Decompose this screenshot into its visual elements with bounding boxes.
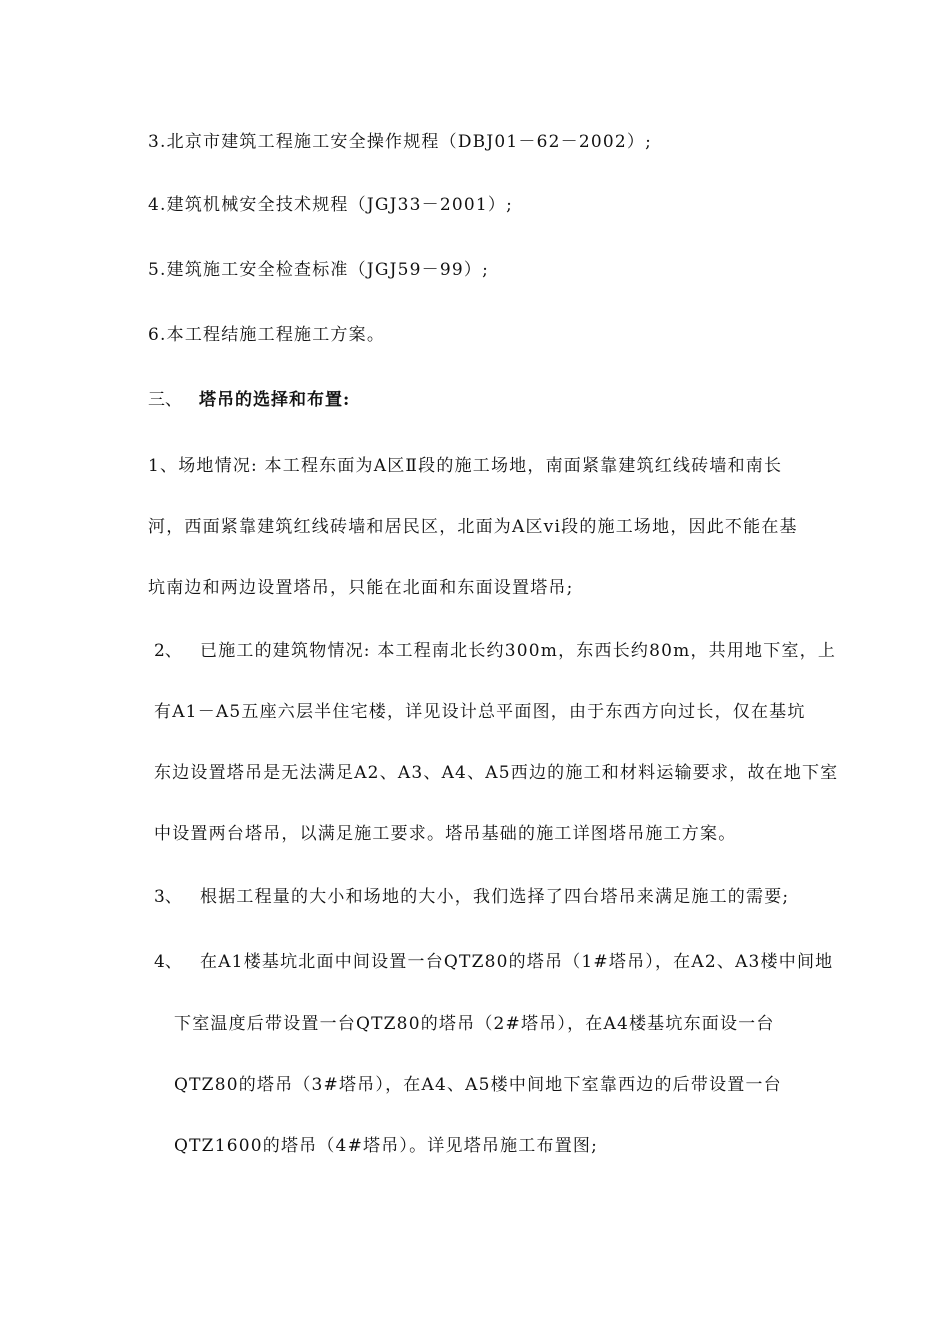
- item2-line3: 东边设置塔吊是无法满足A2、A3、A4、A5西边的施工和材料运输要求，故在地下室: [154, 763, 839, 783]
- item2-line1: 已施工的建筑物情况: 本工程南北长约300m，东西长约80m，共用地下室，上: [200, 641, 837, 661]
- item4-line4: QTZ1600的塔吊（4#塔吊）。详见塔吊施工布置图;: [174, 1136, 599, 1156]
- item3-line1: 根据工程量的大小和场地的大小，我们选择了四台塔吊来满足施工的需要;: [200, 887, 790, 907]
- section-title: 塔吊的选择和布置:: [199, 390, 351, 410]
- item3-number: 3、: [154, 887, 182, 907]
- reference-item-5: 5.建筑施工安全检查标准（JGJ59－99）;: [148, 260, 490, 280]
- item4-line3: QTZ80的塔吊（3#塔吊），在A4、A5楼中间地下室靠西边的后带设置一台: [174, 1075, 782, 1095]
- reference-item-3: 3.北京市建筑工程施工安全操作规程（DBJ01－62－2002）;: [148, 132, 653, 152]
- reference-item-4: 4.建筑机械安全技术规程（JGJ33－2001）;: [148, 195, 514, 215]
- item2-number: 2、: [154, 641, 182, 661]
- item1-line1: 1、场地情况: 本工程东面为A区Ⅱ段的施工场地，南面紧靠建筑红线砖墙和南长: [148, 456, 783, 476]
- section-number: 三、: [148, 390, 182, 410]
- item4-line1: 在A1楼基坑北面中间设置一台QTZ80的塔吊（1#塔吊），在A2、A3楼中间地: [200, 952, 834, 972]
- item2-line4: 中设置两台塔吊，以满足施工要求。塔吊基础的施工详图塔吊施工方案。: [154, 824, 737, 844]
- item1-line3: 坑南边和两边设置塔吊，只能在北面和东面设置塔吊;: [148, 578, 574, 598]
- item4-number: 4、: [154, 952, 182, 972]
- item1-line2: 河，西面紧靠建筑红线砖墙和居民区，北面为A区vi段的施工场地，因此不能在基: [148, 517, 798, 537]
- reference-item-6: 6.本工程结施工程施工方案。: [148, 325, 386, 345]
- item4-line2: 下室温度后带设置一台QTZ80的塔吊（2#塔吊），在A4楼基坑东面设一台: [174, 1014, 775, 1034]
- item2-line2: 有A1－A5五座六层半住宅楼，详见设计总平面图，由于东西方向过长，仅在基坑: [154, 702, 806, 722]
